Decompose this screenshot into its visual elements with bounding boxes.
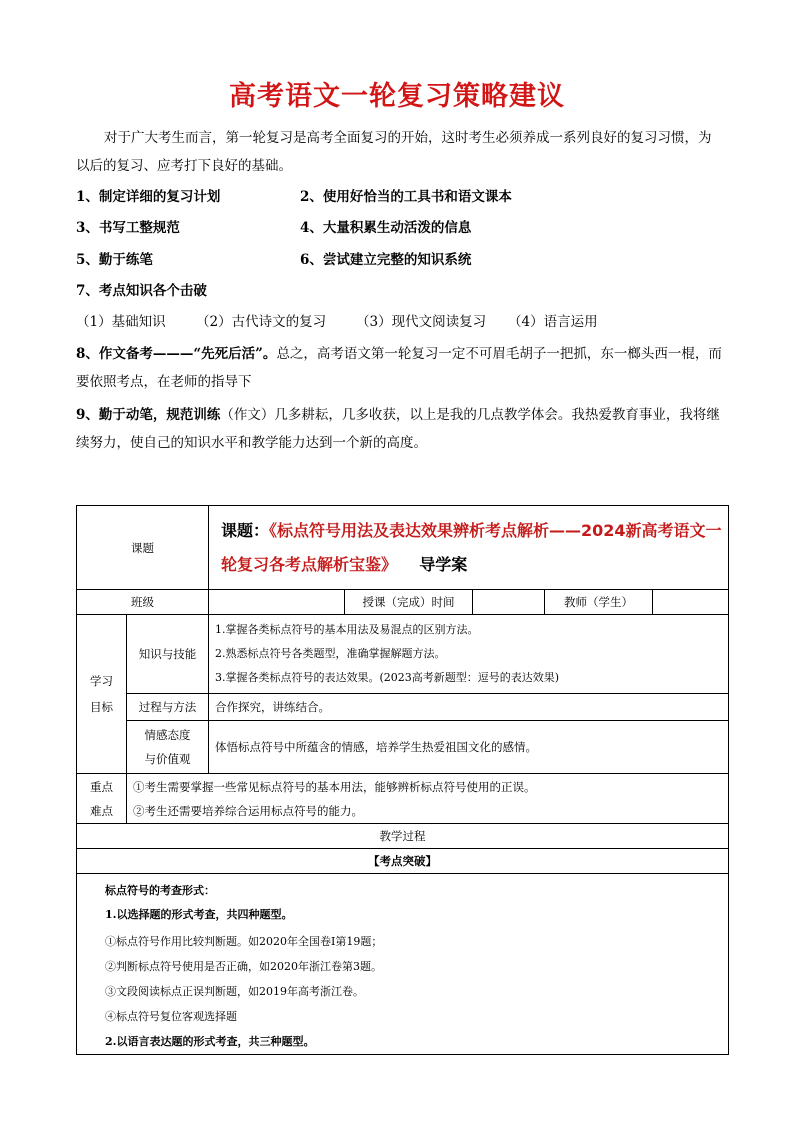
key-label: 重点难点 [77,774,127,824]
class-value [209,590,345,615]
tips-row-2 [76,215,724,241]
tip-1: 1、制定详细的复习计划 [76,189,221,205]
content-section-1: 1.以选择题的形式考查，共四种题型。 [105,908,293,921]
emotion-text: 体悟标点符号中所蕴含的情感，培养学生热爱祖国文化的感情。 [209,721,729,774]
time-value [473,590,545,615]
tip-3: 3、书写工整规范 [76,220,180,236]
tip-4: 4、大量积累生动活泼的信息 [300,220,472,236]
tip-8-lead: 8、作文备考———“先死后活”。 [76,346,277,362]
time-label: 授课（完成）时间 [345,590,473,615]
topic-label: 课题 [77,506,209,590]
process-header: 教学过程 [77,824,729,849]
lesson-plan-table [76,505,729,1055]
teacher-label: 教师（学生） [545,590,653,615]
lesson-title-suffix: 导学案 [419,554,468,574]
knowledge-item: 2.熟悉标点符号各类题型，准确掌握解题方法。 [215,647,446,660]
content-item: ①标点符号作用比较判断题。如2020年全国卷Ⅰ第19题； [105,935,383,948]
tip-5: 5、勤于练笔 [76,252,153,268]
sub-item-1: （1）基础知识 [76,314,166,330]
sub-item-3: （3）现代文阅读复习 [356,314,487,330]
sub-item-4: （4）语言运用 [508,314,598,330]
knowledge-item: 1.掌握各类标点符号的基本用法及易混点的区别方法。 [215,623,479,636]
lesson-title-red: 《标点符号用法及表达效果辨析考点解析——2024新高考语文一轮复习各考点解析宝鉴》 [221,520,722,574]
tip-7-text: 7、考点知识各个击破 [76,283,207,299]
lesson-title-prefix: 课题： [221,520,270,540]
tips-row-1 [76,184,724,210]
tip-6: 6、尝试建立完整的知识系统 [300,252,472,268]
tip-9-text: （作文）几多耕耘，几多收获，以上是我的几点教学体会。我热爱教育事业，我将继续努力，使自己的知识水平和教学能力达到一个新的高度。 [76,407,720,451]
tips-row-3 [76,247,724,273]
tip-9-lead: 9、勤于动笔，规范训练 [76,407,221,423]
teacher-value [653,590,729,615]
page-title: 高考语文一轮复习策略建议 [229,81,565,112]
lesson-title [209,506,729,590]
key-item: ①考生需要掌握一些常见标点符号的基本用法，能够辨析标点符号使用的正误。 [133,779,536,794]
process-label: 过程与方法 [127,694,209,721]
key-item: ②考生还需要培养综合运用标点符号的能力。 [133,803,363,818]
content-item: ④标点符号复位客观选择题 [105,1010,237,1023]
knowledge-item: 3.掌握各类标点符号的表达效果。(2023高考新题型：逗号的表达效果) [215,671,560,684]
knowledge-items [209,615,729,694]
breakthrough-header: 【考点突破】 [77,849,729,874]
sub-item-2: （2）古代诗文的复习 [196,314,327,330]
tip-9-paragraph [76,401,724,457]
content-cell [77,874,729,1055]
key-items [127,774,729,824]
content-item: ③文段阅读标点正误判断题，如2019年高考浙江卷。 [105,985,364,998]
process-text: 合作探究，讲练结合。 [209,694,729,721]
content-heading: 标点符号的考查形式： [105,884,215,897]
sub-items-row [76,309,724,335]
tip-8-paragraph [76,340,724,396]
content-item: ②判断标点符号使用是否正确，如2020年浙江卷第3题。 [105,960,382,973]
goals-label: 学习目标 [77,615,127,774]
knowledge-label: 知识与技能 [127,615,209,694]
emotion-label: 情感态度与价值观 [127,721,209,774]
intro-paragraph: 对于广大考生而言，第一轮复习是高考全面复习的开始，这时考生必须养成一系列良好的复习习惯，为以后的复习、应考打下良好的基础。 [76,130,712,174]
class-label: 班级 [77,590,209,615]
content-section-2: 2.以语言表达题的形式考查，共三种题型。 [105,1035,315,1048]
tip-7 [76,278,724,304]
tip-8-text: 总之，高考语文第一轮复习一定不可眉毛胡子一把抓，东一榔头西一棍，而要依照考点，在老师的指导下 [76,346,722,390]
tip-2: 2、使用好恰当的工具书和语文课本 [300,189,512,205]
